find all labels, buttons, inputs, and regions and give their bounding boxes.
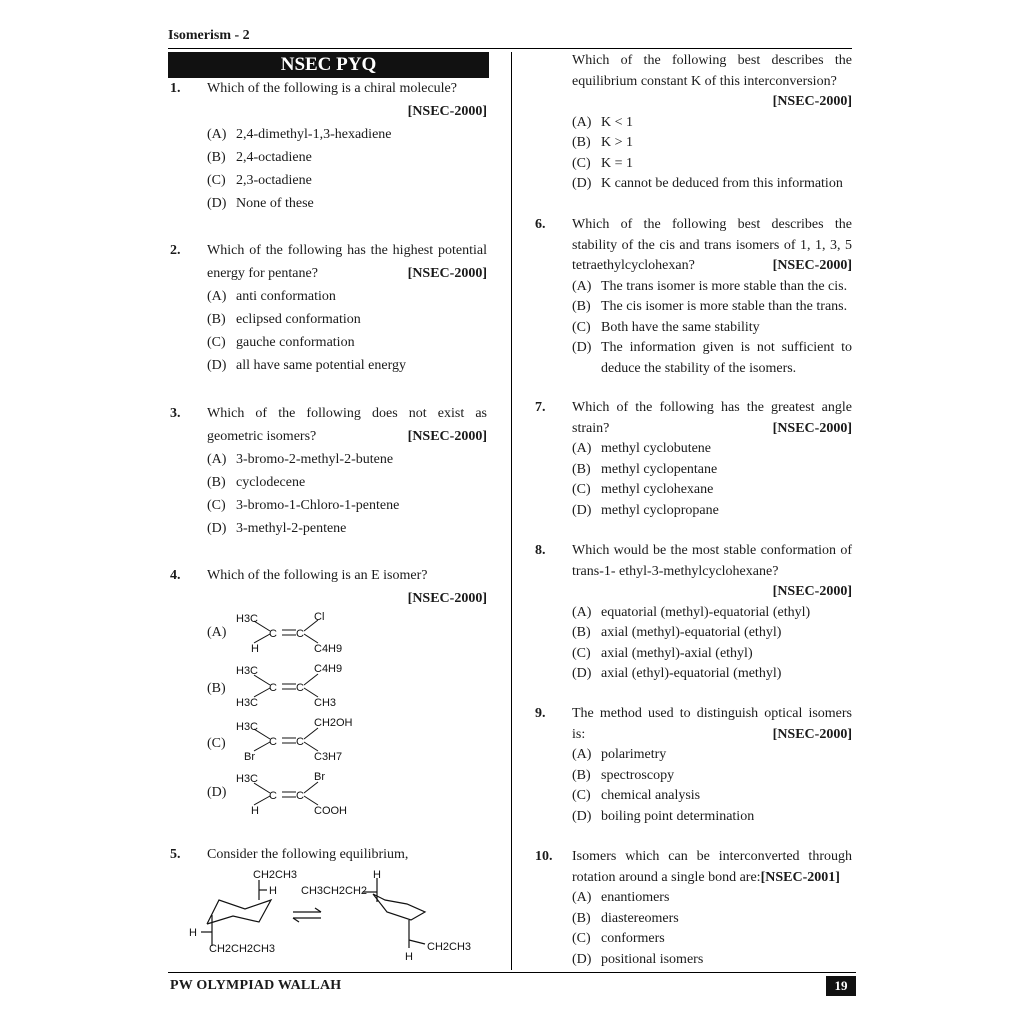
question-stem-text: Which of the following does not exist as geometric isomers? [207, 406, 487, 444]
option-c [572, 318, 852, 339]
option-c [572, 786, 852, 807]
option-c [207, 169, 487, 192]
option-text: all have same potential energy [236, 358, 407, 373]
question-stem [207, 239, 487, 285]
option-text: cyclodecene [236, 475, 306, 490]
question-stem [572, 398, 852, 439]
question-number: 5. [170, 847, 181, 862]
option-text: positional isomers [601, 951, 704, 967]
option-label: (B) [572, 135, 591, 150]
option-text: 2,4-octadiene [236, 150, 312, 165]
option-d [572, 501, 852, 522]
option-a [572, 277, 852, 298]
option-text: K cannot be deduced from this information [601, 176, 843, 191]
source-tag: [NSEC-2000] [772, 584, 852, 599]
option-label: (C) [207, 173, 226, 188]
svg-text:C: C [296, 682, 304, 694]
option-text: enantiomers [601, 890, 670, 905]
option-label: (A) [572, 890, 592, 905]
option-text: diastereomers [601, 910, 679, 926]
option-text: 3-methyl-2-pentene [236, 521, 347, 536]
option-c [572, 929, 852, 950]
option-label: (C) [572, 788, 591, 803]
option-a-label: (A) [207, 625, 227, 640]
option-a [572, 113, 852, 134]
option-text: axial (methyl)-axial (ethyl) [601, 645, 753, 661]
substituent: CH3 [314, 697, 337, 709]
question-number: 3. [170, 406, 181, 421]
substituent: Cl [314, 611, 325, 623]
option-c [207, 494, 487, 517]
substituent: H3C [236, 773, 259, 785]
question-number: 8. [535, 543, 546, 558]
option-label: (D) [572, 808, 592, 824]
option-d [572, 174, 852, 195]
question-stem [572, 704, 852, 745]
structure-b [236, 663, 342, 709]
question-1 [170, 77, 487, 215]
substituent: Br [314, 771, 325, 783]
left-chair-ring [207, 900, 271, 924]
option-label: (A) [572, 114, 592, 130]
option-d [572, 807, 852, 828]
option-label: (D) [207, 196, 227, 211]
option-text: boiling point determination [601, 808, 755, 824]
source-tag: [NSEC-2001] [760, 869, 840, 885]
option-b [572, 766, 852, 787]
substituent: C4H9 [314, 643, 343, 655]
substituent: H [373, 869, 381, 881]
option-text: None of these [236, 196, 314, 211]
question-10 [535, 847, 852, 970]
right-chair-ring [373, 894, 425, 920]
option-label: (B) [572, 625, 591, 640]
option-text: equatorial (methyl)-equatorial (ethyl) [601, 604, 811, 620]
option-b [207, 146, 487, 169]
question-7 [535, 398, 852, 521]
question-9 [535, 704, 852, 827]
option-text: 2,3-octadiene [236, 173, 312, 188]
substituent: Br [244, 751, 255, 763]
question-5 [170, 843, 487, 866]
page-number: 19 [826, 976, 856, 996]
header-rule [168, 48, 852, 49]
option-c [207, 331, 487, 354]
substituent: C3H7 [314, 751, 343, 763]
option-text: axial (ethyl)-equatorial (methyl) [601, 666, 782, 681]
question-stem-text: The method used to distinguish optical isomers is: [572, 706, 852, 742]
substituent: COOH [314, 805, 347, 817]
option-a [572, 745, 852, 766]
source-tag: [NSEC-2000] [772, 94, 852, 109]
question-4 [170, 564, 487, 610]
option-text: methyl cyclopropane [601, 502, 719, 518]
option-text: conformers [601, 931, 665, 946]
substituent: CH2OH [314, 717, 353, 729]
structure-d [236, 771, 347, 817]
svg-text:C: C [296, 790, 304, 802]
option-text: methyl cyclohexane [601, 482, 714, 497]
option-text: The trans isomer is more stable than the cis. [601, 278, 848, 294]
substituent: C4H9 [314, 663, 343, 675]
substituent: CH3CH2CH2 [301, 885, 368, 897]
substituent: H [269, 885, 277, 897]
option-label: (D) [572, 951, 592, 967]
option-label: (B) [207, 150, 226, 165]
option-label: (C) [207, 335, 226, 350]
option-label: (B) [572, 910, 591, 926]
option-b [572, 297, 852, 318]
structure-a [236, 611, 342, 655]
option-label: (B) [572, 767, 591, 783]
option-b [572, 623, 852, 644]
option-label: (D) [207, 521, 227, 536]
option-text: methyl cyclopentane [601, 461, 718, 477]
option-text: K < 1 [601, 114, 634, 130]
option-label: (C) [572, 482, 591, 497]
option-text: 2,4-dimethyl-1,3-hexadiene [236, 127, 392, 142]
question-stem [572, 215, 852, 277]
option-a [572, 439, 852, 460]
option-label: (D) [572, 176, 592, 191]
question-stem-text: Isomers which can be interconverted through rotation around a single bond are: [572, 849, 852, 885]
option-a [207, 123, 487, 146]
option-label: (C) [572, 155, 591, 171]
svg-text:C: C [296, 736, 304, 748]
option-d [572, 950, 852, 971]
question-6 [535, 215, 852, 379]
option-text: axial (methyl)-equatorial (ethyl) [601, 625, 782, 640]
option-b [207, 471, 487, 494]
option-d [207, 517, 487, 540]
substituent: H [251, 805, 259, 817]
option-text: eclipsed conformation [236, 312, 361, 327]
question-number: 6. [535, 217, 546, 232]
question-5-continued [572, 51, 852, 195]
question-stem-text: Which of the following has the highest potential energy for pentane? [207, 243, 487, 281]
option-label: (B) [207, 475, 226, 490]
structure-c [236, 717, 353, 763]
option-a [572, 603, 852, 624]
source-tag: [NSEC-2000] [407, 429, 487, 444]
option-a [572, 888, 852, 909]
option-d [207, 354, 487, 377]
question-stem: Which would be the most stable conformation of trans-1- ethyl-3-methylcyclohexane? [572, 543, 852, 579]
option-label: (D) [572, 502, 592, 518]
substituent: H3C [236, 665, 259, 677]
question-number: 2. [170, 243, 181, 258]
option-label: (C) [572, 931, 591, 946]
option-label: (B) [572, 461, 591, 477]
substituent: H3C [236, 697, 259, 709]
footer-rule [168, 972, 856, 973]
footer-brand: PW OLYMPIAD WALLAH [170, 978, 342, 993]
option-a [207, 285, 487, 308]
question-3 [170, 402, 487, 540]
substituent: H [189, 927, 197, 939]
option-c [572, 644, 852, 665]
option-b [572, 133, 852, 154]
source-tag: [NSEC-2000] [772, 258, 852, 273]
option-text: spectroscopy [601, 767, 675, 783]
option-label: (A) [572, 747, 592, 762]
option-text: 3-bromo-2-methyl-2-butene [236, 452, 394, 467]
option-c [572, 154, 852, 175]
option-label: (A) [572, 604, 592, 620]
option-text: polarimetry [601, 747, 667, 762]
question-2 [170, 239, 487, 377]
option-text: K > 1 [601, 135, 634, 150]
option-text: gauche conformation [236, 335, 355, 350]
section-banner: NSEC PYQ [168, 52, 489, 78]
option-text: The information given is not sufficient to deduce the stability of the isomers. [601, 340, 852, 376]
option-d [572, 338, 852, 379]
substituent: CH2CH3 [427, 941, 472, 953]
svg-text:C: C [269, 628, 277, 640]
source-tag: [NSEC-2000] [407, 104, 487, 119]
option-label: (A) [572, 278, 592, 294]
source-tag: [NSEC-2000] [407, 266, 487, 281]
option-text: The cis isomer is more stable than the trans. [601, 299, 848, 314]
option-text: K = 1 [601, 155, 634, 171]
option-text: chemical analysis [601, 788, 701, 803]
question-stem [207, 402, 487, 448]
option-label: (D) [572, 666, 592, 681]
source-tag: [NSEC-2000] [407, 591, 487, 606]
option-label: (B) [572, 299, 591, 314]
option-b [572, 460, 852, 481]
option-c-label: (C) [207, 736, 226, 751]
svg-text:C: C [269, 736, 277, 748]
substituent: H3C [236, 721, 259, 733]
question-stem: Which of the following is a chiral molecule? [207, 81, 457, 96]
question-8 [535, 541, 852, 685]
option-label: (D) [572, 340, 592, 355]
option-b-label: (B) [207, 681, 226, 696]
option-label: (B) [207, 312, 226, 327]
substituent: CH2CH3 [253, 869, 298, 881]
substituent: H [251, 643, 259, 655]
question-number: 9. [535, 706, 546, 721]
substituent: H [405, 951, 413, 963]
option-b [207, 308, 487, 331]
svg-text:C: C [269, 790, 277, 802]
chair-equilibrium-diagram [185, 864, 485, 964]
source-tag: [NSEC-2000] [772, 726, 852, 742]
option-label: (A) [207, 289, 227, 304]
source-tag: [NSEC-2000] [772, 420, 852, 436]
question-number: 10. [535, 849, 553, 864]
question-number: 4. [170, 568, 181, 583]
svg-text:C: C [296, 628, 304, 640]
option-c [572, 480, 852, 501]
question-number: 7. [535, 400, 546, 415]
option-text: anti conformation [236, 289, 336, 304]
option-label: (A) [572, 441, 592, 456]
question-stem-text: Which of the following has the greatest angle strain? [572, 400, 852, 436]
page-header-title: Isomerism - 2 [168, 28, 250, 43]
option-label: (A) [207, 452, 227, 467]
question-stem: Consider the following equilibrium, [207, 847, 409, 862]
svg-text:C: C [269, 682, 277, 694]
option-label: (C) [207, 498, 226, 513]
option-d [572, 664, 852, 685]
option-d-label: (D) [207, 785, 227, 800]
substituent: CH2CH2CH3 [209, 943, 276, 955]
question-number: 1. [170, 81, 181, 96]
question-stem: Which of the following is an E isomer? [207, 568, 428, 583]
option-b [572, 909, 852, 930]
substituent: H3C [236, 613, 259, 625]
option-text: Both have the same stability [601, 319, 760, 335]
question-stem: Which of the following best describes the equilibrium constant K of this interconversion? [572, 53, 852, 89]
option-label: (C) [572, 319, 591, 335]
option-d [207, 192, 487, 215]
column-divider [511, 52, 512, 970]
option-label: (C) [572, 645, 591, 661]
question-stem [572, 847, 852, 888]
option-label: (D) [207, 358, 227, 373]
option-a [207, 448, 487, 471]
option-text: methyl cyclobutene [601, 441, 712, 456]
alkene-structures [230, 606, 370, 826]
option-text: 3-bromo-1-Chloro-1-pentene [236, 498, 400, 513]
option-label: (A) [207, 127, 227, 142]
question-stem-text: Which of the following best describes the stability of the cis and trans isomers of 1, 1, 3, 5 tetraethylcyclohexan? [572, 217, 852, 273]
